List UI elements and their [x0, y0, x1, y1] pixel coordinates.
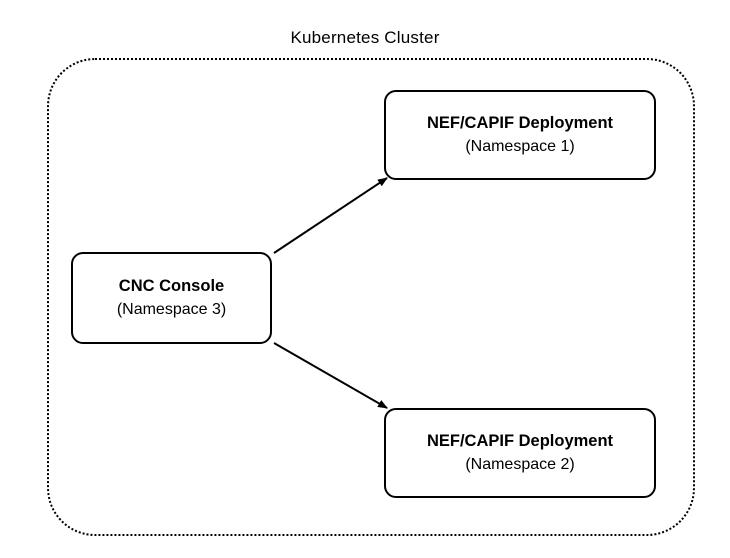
kubernetes-cluster-label: Kubernetes Cluster — [290, 28, 440, 47]
node-title: NEF/CAPIF Deployment — [426, 114, 614, 133]
node-title: CNC Console — [118, 277, 225, 296]
node-nef-capif-deployment-1[interactable] — [384, 90, 656, 180]
node-subtitle: (Namespace 3) — [116, 301, 227, 319]
node-cnc-console[interactable] — [71, 252, 272, 344]
node-nef-capif-deployment-2[interactable] — [384, 408, 656, 498]
node-subtitle: (Namespace 2) — [465, 456, 575, 474]
node-title: NEF/CAPIF Deployment — [426, 432, 614, 451]
node-subtitle: (Namespace 1) — [465, 138, 575, 156]
